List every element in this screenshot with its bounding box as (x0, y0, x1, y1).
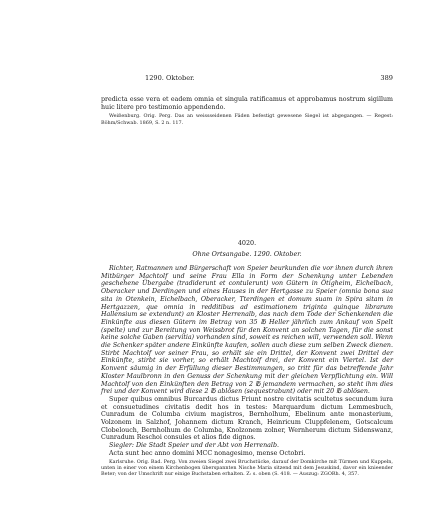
sigler-line: Siegler: Die Stadt Speier und der Abt von Herrenalb. (109, 442, 279, 450)
archive-note: Karlsruhe. Orig. Bad. Perg. Von zweien Siegel zwei Bruchstücke, darauf der Domkirche mit Türmen und Kuppeln, unten in einer von einem Kirchenbogen überspannten Nische Maria sitzend mit dem Jesuskind, davor ein knieender Beter; von der Umschrift nur einige Buchstaben erhalten. Z: s. oben (S. 418. — Auszug: ZGORh. 4, 357. (101, 458, 393, 478)
closing-line: Acta sunt hec anno domini MCC nonagesimo, mense Octobri. (109, 449, 306, 457)
source-note: Weißenburg. Orig. Perg. Das an weissseidenen Fäden befestigt gewesene Siegel ist abgegangen. — Regest: Böhm/Schwab. 1869, S. 2 n. 117. (101, 113, 393, 126)
previous-document-ending (101, 96, 393, 126)
regest-paragraph: Richter, Ratmannen und Bürgerschaft von Speier beurkunden die vor ihnen durch ihren Mitbürger Machtolf und seine Frau Ella in Form der Schenkung unter Lebenden geschehene Übergabe (tradiderunt et contulerunt) von Gütern in Ötigheim, Eichelbach, Oberacker und Derdingen und eines Hauses in der Hertgasse zu Speier (omnia bona sua sita in Otenkein, Eichelbach, Oberacker, Tterdingen et domum suam in Spira sitam in Hertgazzen, que omnia in redditibus ad estimationem triginta quinque librarum Hallensium se extendunt) an Kloster Herrenalb, das nach dem Tode der Schenkenden die Einkünfte aus diesen Gütern im Betrag von 35 ℔ Heller jährlich zum Ankauf von Spelt (spelte) und zur Bereitung von Weissbrot für den Konvent an solchen Tagen, für die sonst keine solche Gaben (servitia) vorhanden sind, soweit es reichen will, verwenden soll. Wenn die Schenker später andere Einkünfte kaufen, sollen auch diese zum selben Zweck dienen. Stirbt Machtolf vor seiner Frau, so erhält sie ein Drittel, der Konvent zwei Drittel der Einkünfte, stirbt sie vorher, so erhält Machtolf drei, der Konvent ein Viertel. Ist der Konvent säumig in der Erfüllung dieser Bestimmungen, so tritt für das betreffende Jahr Kloster Maulbronn in den Genuss der Schenkung mit der gleichen Verpflichtung ein. Will Machtolf von den Einkünften den Betrag von 2 ℔ jemandem vermachen, so steht ihm dies frei und der Konvent wird diese 2 ℔ ablösen (sequestrabunt) oder mit 20 ℔ ablösen. (101, 265, 393, 396)
header-date: 1290. Oktober. (145, 74, 195, 82)
running-header (101, 72, 393, 84)
page-number: 389 (380, 74, 393, 82)
closing-paragraph: predicta esse vera et eadem omnia et singula ratificamus et approbamus nostrum sigillum huic litere pro testimonio appendendo. (101, 96, 393, 111)
latin-paragraph: Super quibus omnibus Burcardus dictus Friunt nostre civitatis scultetus secundum iura et consuetudines civitatis dedit hos in testes: Marquardum dictum Lemmesbuch, Cunradum de Columba civium magistros, Bernholhum, Ebelinum ante monasterium, Volzonem in Salzhof, Johannem dictum Kranch, Heinricum Cluppfelenem, Gotscalcum Clobelouch, Bernholhum de Columba, Knolzonem zolner, Wernherum dictum Sidenswanz, Cunradum Reschoi consules et alios fide dignos. (101, 395, 393, 442)
document-number: 4020. (237, 239, 257, 247)
document-dateline: Ohne Ortsangabe. 1290. Oktober. (192, 250, 302, 258)
document-body (101, 265, 393, 477)
